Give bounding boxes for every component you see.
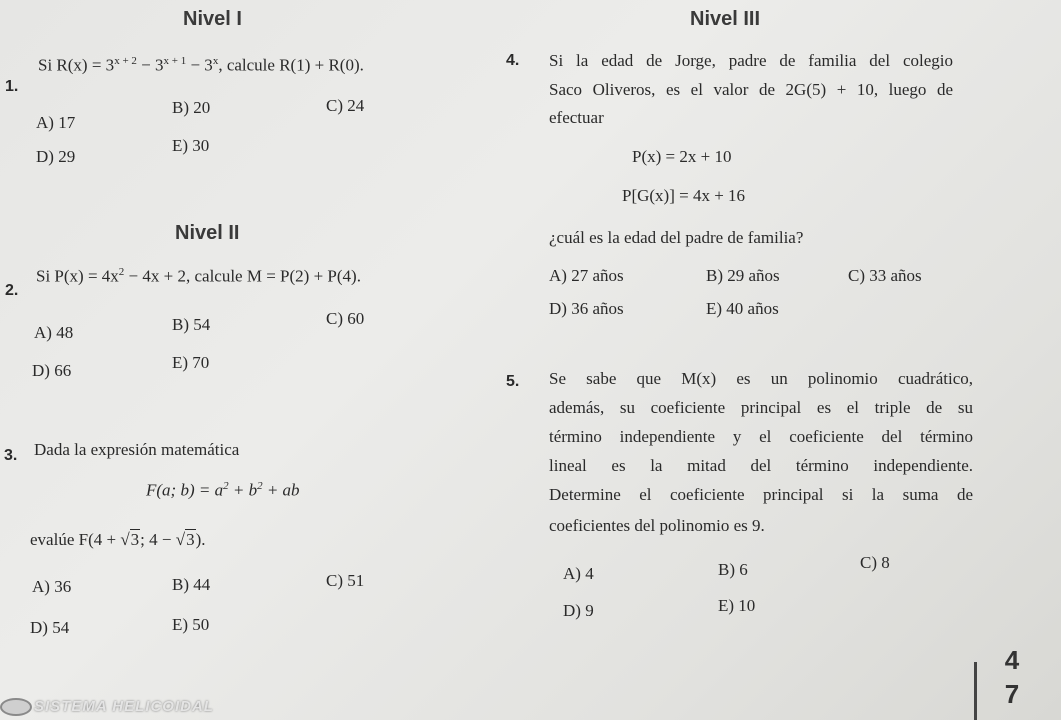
footer-logo [0, 698, 214, 716]
q3-evaluate [30, 530, 205, 550]
q1-exp1: x + 2 [114, 55, 137, 67]
q5-option-a[interactable]: A) 4 [563, 564, 594, 583]
q3-f-mid: + b [228, 480, 258, 500]
q5-line-4: lineal es la mitad del término independiente. [549, 456, 973, 475]
q5-number: 5. [506, 373, 520, 390]
q5-option-c[interactable]: C) 8 [860, 553, 890, 572]
q4-equation-2: P[G(x)] = 4x + 16 [622, 186, 746, 205]
q5-option-e[interactable]: E) 10 [718, 596, 756, 615]
q3-sqrt-symbol-2: √ [175, 530, 186, 549]
q1-option-c[interactable]: C) 24 [326, 96, 365, 115]
page-number-bottom: 7 [1004, 679, 1020, 709]
q3-option-c[interactable]: C) 51 [326, 571, 365, 590]
q4-line-3: efectuar [549, 108, 604, 127]
q3-f-pre: F(a; b) = a [146, 480, 224, 500]
heading-nivel-2: Nivel II [175, 222, 240, 244]
q3-number: 3. [4, 447, 18, 464]
q1-mid2: − 3 [186, 55, 213, 75]
q3-intro: Dada la expresión matemática [34, 440, 240, 459]
q3-option-a[interactable]: A) 36 [32, 577, 72, 596]
q1-option-e[interactable]: E) 30 [172, 136, 210, 155]
q4-option-e[interactable]: E) 40 años [706, 299, 779, 318]
q2-option-e[interactable]: E) 70 [172, 353, 210, 372]
q2-text-post: − 4x + 2, calcule M = P(2) + P(4). [124, 266, 361, 286]
q2-option-c[interactable]: C) 60 [326, 309, 365, 328]
footer-logo-text: SISTEMA HELICOIDAL [34, 698, 214, 715]
q2-text-pre: Si P(x) = 4x [36, 266, 119, 286]
q2-option-d[interactable]: D) 66 [32, 361, 72, 380]
q4-line-2: Saco Oliveros, es el valor de 2G(5) + 10, luego de [549, 80, 953, 99]
q1-number: 1. [5, 78, 19, 95]
q2-statement [36, 266, 361, 287]
q1-option-a[interactable]: A) 17 [36, 113, 76, 132]
q4-option-d[interactable]: D) 36 años [549, 299, 624, 318]
heading-nivel-3: Nivel III [690, 8, 761, 30]
q1-text-post: , calcule R(1) + R(0). [218, 55, 364, 75]
q1-mid1: − 3 [136, 55, 164, 75]
q2-exp1: 2 [118, 266, 125, 278]
q3-eval-post: ). [195, 530, 206, 549]
q3-option-d[interactable]: D) 54 [30, 618, 70, 637]
q5-option-b[interactable]: B) 6 [718, 560, 748, 579]
q2-number: 2. [5, 282, 19, 299]
heading-nivel-1: Nivel I [183, 8, 242, 30]
helix-logo-icon [0, 698, 32, 716]
q5-line-3: término independiente y el coeficiente del término [549, 427, 973, 446]
q4-option-a[interactable]: A) 27 años [549, 266, 624, 285]
q1-exp2: x + 1 [163, 55, 187, 67]
q1-option-d[interactable]: D) 29 [36, 147, 76, 166]
q1-text-pre: Si R(x) = 3 [38, 55, 115, 75]
q3-f-post: + ab [262, 480, 300, 500]
q1-option-b[interactable]: B) 20 [172, 98, 211, 117]
q4-option-b[interactable]: B) 29 años [706, 266, 780, 285]
q1-statement [38, 55, 364, 76]
q4-equation-1: P(x) = 2x + 10 [632, 147, 732, 166]
page-divider-line [974, 662, 977, 720]
q4-number: 4. [506, 52, 520, 69]
q3-f-exp1: 2 [223, 480, 229, 492]
q3-sqrt-arg-2: 3 [186, 530, 195, 549]
q4-option-c[interactable]: C) 33 años [848, 266, 922, 285]
page-number-top: 4 [1004, 645, 1020, 675]
q3-function [146, 480, 300, 501]
q2-option-a[interactable]: A) 48 [34, 323, 74, 342]
q3-sqrt-symbol-1: √ [120, 530, 130, 549]
q3-f-exp2: 2 [257, 480, 263, 492]
q2-option-b[interactable]: B) 54 [172, 315, 211, 334]
q5-line-1: Se sabe que M(x) es un polinomio cuadrático, [549, 369, 973, 388]
q3-eval-mid: ; 4 − [140, 530, 176, 549]
q1-exp3: x [212, 55, 219, 67]
q3-option-e[interactable]: E) 50 [172, 615, 210, 634]
q5-option-d[interactable]: D) 9 [563, 601, 594, 620]
q3-eval-pre: evalúe F(4 + [30, 530, 121, 549]
q5-line-5: Determine el coeficiente principal si la suma de [549, 485, 973, 504]
q3-sqrt-arg-1: 3 [130, 530, 140, 549]
q4-line-1: Si la edad de Jorge, padre de familia del colegio [549, 51, 953, 70]
q5-line-6: coeficientes del polinomio es 9. [549, 516, 765, 535]
q3-option-b[interactable]: B) 44 [172, 575, 211, 594]
q4-question: ¿cuál es la edad del padre de familia? [549, 228, 804, 247]
q5-line-2: además, su coeficiente principal es el triple de su [549, 398, 973, 417]
